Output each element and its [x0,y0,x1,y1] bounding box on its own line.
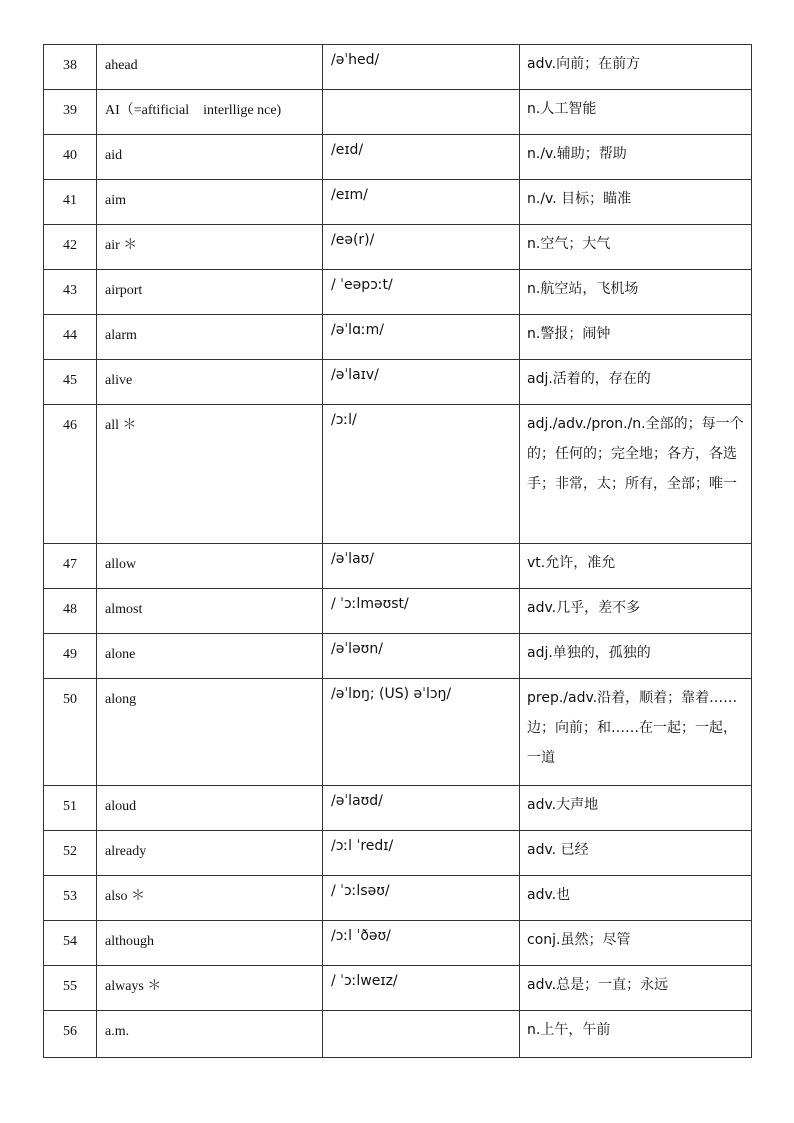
row-word: aid [97,135,323,180]
row-phonetic: /ɔːl/ [323,405,520,544]
table-row [44,679,752,786]
row-word: already [97,831,323,876]
row-definition: n.航空站，飞机场 [520,270,752,315]
row-word: allow [97,544,323,589]
row-number: 42 [44,225,97,270]
row-definition: adv.大声地 [520,786,752,831]
row-definition: adj./adv./pron./n.全部的；每一个的；任何的；完全地；各方，各选手；非常，太；所有，全部；唯一 [520,405,752,544]
row-number: 47 [44,544,97,589]
row-number: 54 [44,921,97,966]
row-definition: vt.允许，准允 [520,544,752,589]
table-row [44,360,752,405]
vocabulary-table-body [44,45,752,1058]
row-phonetic: /ɔːl ˈðəʊ/ [323,921,520,966]
row-definition: adv.几乎，差不多 [520,589,752,634]
row-word: a.m. [97,1011,323,1058]
row-definition: adj.单独的，孤独的 [520,634,752,679]
row-definition: n.警报；闹钟 [520,315,752,360]
row-phonetic: /əˈlɑːm/ [323,315,520,360]
row-number: 51 [44,786,97,831]
row-word: airport [97,270,323,315]
row-number: 53 [44,876,97,921]
row-number: 50 [44,679,97,786]
row-phonetic [323,90,520,135]
row-phonetic: / ˈeəpɔːt/ [323,270,520,315]
row-number: 41 [44,180,97,225]
row-word: ahead [97,45,323,90]
table-row [44,634,752,679]
row-word: always ＊ [97,966,323,1011]
row-word: air ＊ [97,225,323,270]
row-definition: n.上午，午前 [520,1011,752,1058]
row-phonetic: /əˈlaʊ/ [323,544,520,589]
row-number: 52 [44,831,97,876]
row-word: all ＊ [97,405,323,544]
table-row [44,45,752,90]
row-definition: adv. 已经 [520,831,752,876]
row-word: aloud [97,786,323,831]
row-phonetic: / ˈɔːlsəʊ/ [323,876,520,921]
row-definition: adv.总是；一直；永远 [520,966,752,1011]
row-phonetic: /əˈləʊn/ [323,634,520,679]
row-phonetic: /eɪd/ [323,135,520,180]
row-phonetic [323,1011,520,1058]
row-definition: n.人工智能 [520,90,752,135]
row-word: although [97,921,323,966]
table-row [44,315,752,360]
row-number: 43 [44,270,97,315]
row-number: 39 [44,90,97,135]
table-row [44,405,752,544]
row-number: 38 [44,45,97,90]
row-phonetic: /əˈlaʊd/ [323,786,520,831]
row-number: 44 [44,315,97,360]
table-row [44,180,752,225]
row-definition: adv.向前；在前方 [520,45,752,90]
table-row [44,270,752,315]
row-definition: n./v.辅助；帮助 [520,135,752,180]
row-word: AI（=aftificial interllige nce) [97,90,323,135]
row-definition: conj.虽然；尽管 [520,921,752,966]
table-row [44,966,752,1011]
table-row [44,786,752,831]
row-definition: adv.也 [520,876,752,921]
table-row [44,225,752,270]
table-row [44,831,752,876]
row-number: 45 [44,360,97,405]
row-number: 49 [44,634,97,679]
row-phonetic: /eə(r)/ [323,225,520,270]
row-definition: n.空气；大气 [520,225,752,270]
row-word: alive [97,360,323,405]
row-word: alarm [97,315,323,360]
table-row [44,921,752,966]
row-phonetic: /eɪm/ [323,180,520,225]
row-number: 55 [44,966,97,1011]
row-definition: n./v. 目标；瞄准 [520,180,752,225]
table-row [44,1011,752,1058]
row-number: 46 [44,405,97,544]
row-word: alone [97,634,323,679]
row-definition: adj.活着的，存在的 [520,360,752,405]
row-phonetic: /əˈlɒŋ; (US) əˈlɔŋ/ [323,679,520,786]
row-phonetic: /ɔːl ˈredɪ/ [323,831,520,876]
row-number: 40 [44,135,97,180]
table-row [44,589,752,634]
row-word: aim [97,180,323,225]
table-row [44,135,752,180]
row-phonetic: / ˈɔːlməʊst/ [323,589,520,634]
row-number: 48 [44,589,97,634]
row-number: 56 [44,1011,97,1058]
row-phonetic: /əˈlaɪv/ [323,360,520,405]
table-row [44,90,752,135]
vocabulary-table [43,44,752,1058]
row-definition: prep./adv.沿着，顺着；靠着……边；向前；和……在一起；一起，一道 [520,679,752,786]
table-row [44,544,752,589]
row-word: also ＊ [97,876,323,921]
table-row [44,876,752,921]
row-phonetic: / ˈɔːlweɪz/ [323,966,520,1011]
row-phonetic: /əˈhed/ [323,45,520,90]
row-word: along [97,679,323,786]
row-word: almost [97,589,323,634]
